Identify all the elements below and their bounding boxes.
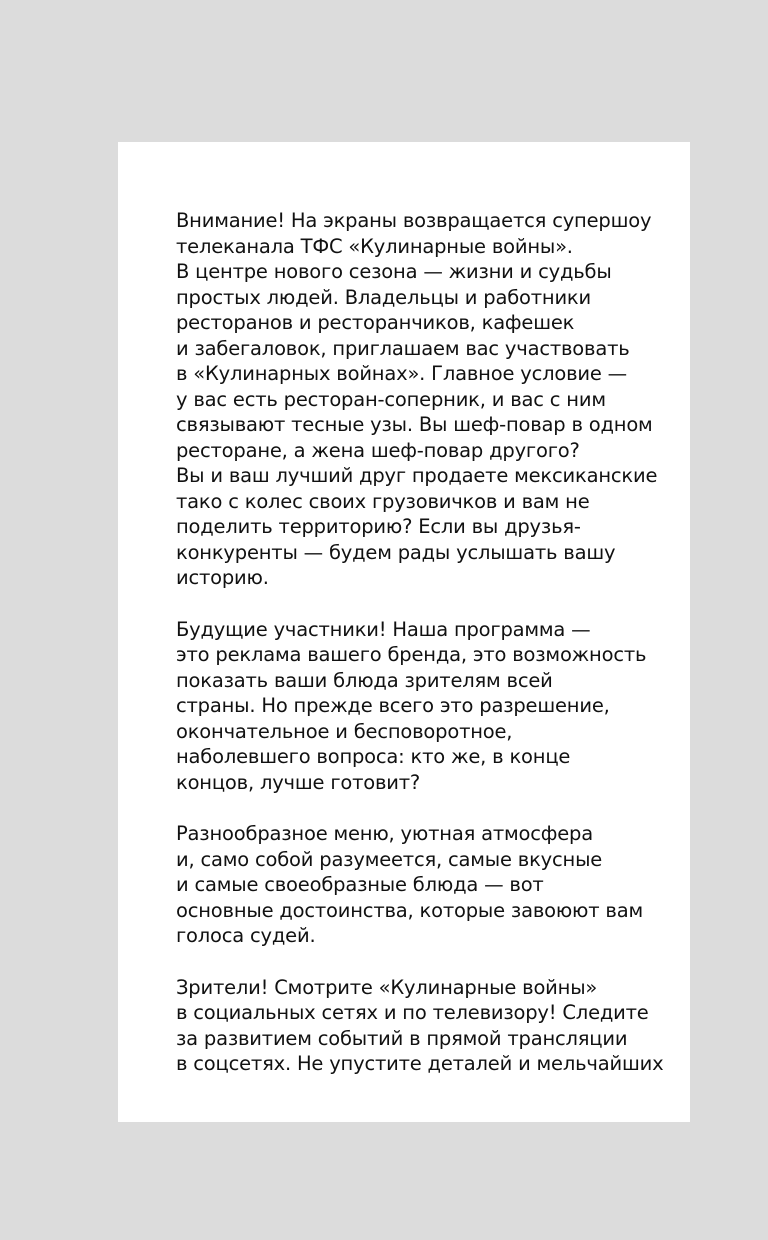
paragraph-2 (176, 617, 676, 796)
text-line: В центре нового сезона — жизни и судьбы (176, 260, 612, 283)
paragraph-3 (176, 821, 676, 949)
text-line: в соцсетях. Не упустите деталей и мельчайших (176, 1052, 664, 1075)
text-line: тако с колес своих грузовичков и вам не (176, 489, 590, 513)
paragraph-4 (176, 975, 676, 1077)
book-page (118, 142, 690, 1122)
text-line: Разнообразное меню, уютная атмосфера (176, 822, 593, 845)
text-line: Внимание! На экраны возвращается супершоу (176, 209, 652, 232)
text-line: голоса судей. (176, 924, 316, 947)
text-line: у вас есть ресторан-соперник, и вас с ним (176, 387, 606, 411)
text-line: за развитием событий в прямой трансляции (176, 1026, 628, 1050)
text-line: простых людей. Владельцы и работники (176, 285, 591, 309)
text-line: ресторане, а жена шеф-повар другого? (176, 438, 580, 462)
text-line: в «Кулинарных войнах». Главное условие — (176, 362, 627, 385)
text-line: наболевшего вопроса: кто же, в конце (176, 745, 571, 768)
text-line: и забегаловок, приглашаем вас участвовать (176, 336, 630, 360)
text-line: и, само собой разумеется, самые вкусные (176, 847, 603, 871)
text-line: поделить территорию? Если вы друзья- (176, 515, 581, 538)
text-line: окончательное и бесповоротное, (176, 719, 513, 743)
paragraph-1 (176, 208, 676, 591)
text-line: основные достоинства, которые завоюют вам (176, 898, 643, 922)
text-line: и самые своеобразные блюда — вот (176, 873, 544, 896)
text-line: это реклама вашего бренда, это возможность (176, 643, 647, 666)
text-line: в социальных сетях и по телевизору! Следите (176, 1001, 649, 1024)
text-line: концов, лучше готовит? (176, 770, 421, 794)
text-line: страны. Но прежде всего это разрешение, (176, 694, 610, 717)
text-line: конкуренты — будем рады услышать вашу (176, 540, 616, 564)
text-line: историю. (176, 566, 269, 589)
text-line: Зрители! Смотрите «Кулинарные войны» (176, 975, 598, 999)
text-line: показать ваши блюда зрителям всей (176, 668, 553, 692)
text-line: телеканала ТФС «Кулинарные войны». (176, 234, 573, 258)
text-line: Будущие участники! Наша программа — (176, 617, 591, 641)
text-line: Вы и ваш лучший друг продаете мексиканские (176, 464, 658, 487)
text-line: связывают тесные узы. Вы шеф-повар в одном (176, 413, 653, 436)
text-line: ресторанов и ресторанчиков, кафешек (176, 311, 575, 334)
page-text (176, 208, 676, 1103)
